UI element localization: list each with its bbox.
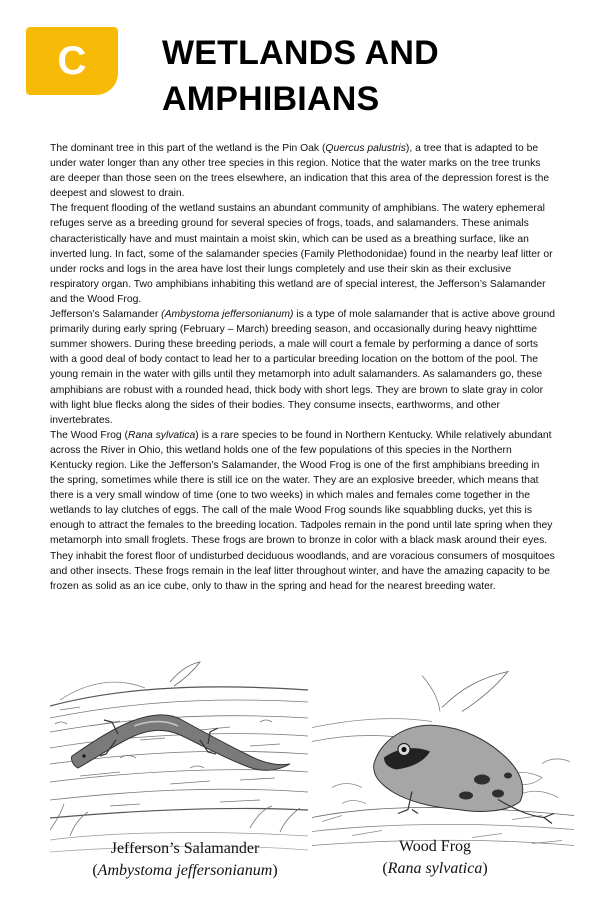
section-badge <box>26 27 118 95</box>
paragraph-text: is a type of mole salamander that is active above ground primarily during early spring (February – March) breeding season, and occasionally during heavy nighttime summer showers. During these breeding periods, a male will court a female by performing a dance of sorts with a good deal of body contact to lead her to a particular breeding location on the bottom of the pool. The young remain in the water with gills until they metamorph into adult salamanders. As salamanders go, these amphibians are robust with a rounded head, thick body with short legs. They are brown to slate gray in color with light blue flecks along the sides of their bodies. They consume insects, earthworms, and other invertebrates. <box>50 309 556 426</box>
frog-illustration <box>312 665 574 865</box>
paragraph-text: The frequent flooding of the wetland sustains an abundant community of amphibians. The watery ephemeral refuges serve as a breeding ground for several species of frogs, toads, and salamanders. These animals characteristically have and must maintain a moist skin, which can be used as a breathing surface, like an inverted lung. In fact, some of the salamander species (Family Plethodonidae) found in the nearby leaf litter or under rocks and logs in the area have lost their lungs completely and use their skin as their exclusive respiratory organ. Two amphibians inhabiting this wetland are of special interest, the Jefferson’s Salamander and the Wood Frog. <box>50 203 553 305</box>
paragraph-text: ) is a rare species to be found in Northern Kentucky. While relatively abundant across the River in Ohio, this wetland holds one of the few populations of this species in the Northern Kentucky region. Like the Jefferson’s Salamander, the Wood Frog is one of the first amphibians breeding in the spring, sometimes while there is still ice on the water. They are an explosive breeder, which means that there is a very small window of time (one to two weeks) in which males and females come together in the wetlands to lay clutches of eggs. The call of the male Wood Frog sounds like squabbling ducks, yet this is enough to attract the females to the breeding location. Tadpoles remain in the pond until late spring when they metamorph into small froglets. These frogs are brown to bronze in color with a black mask around their eyes. They inhabit the forest floor of undisturbed deciduous woodlands, and are voracious consumers of mosquitoes and other insects. These frogs remain in the leaf litter throughout winter, and have the amazing capacity to be frozen as solid as an ice cube, only to thaw in the spring and head for the nearest breeding water. <box>50 429 555 592</box>
frog-caption <box>320 836 550 880</box>
scientific-name: Quercus palustris <box>325 143 406 154</box>
scientific-name: (Ambystoma jeffersonianum) <box>161 309 294 321</box>
paragraph-salamander <box>50 307 556 428</box>
salamander-illustration <box>50 660 308 860</box>
frog-scientific-name: (Rana sylvatica) <box>382 860 488 877</box>
title-line-1: WETLANDS AND <box>162 34 439 72</box>
paragraph-text: The Wood Frog ( <box>50 429 128 441</box>
page-title <box>162 30 582 122</box>
salamander-common-name: Jefferson’s Salamander <box>110 840 260 857</box>
scientific-name: Ambystoma jeffersonianum <box>97 862 273 879</box>
body-text <box>50 141 556 594</box>
title-line-2: AMPHIBIANS <box>162 80 380 118</box>
paragraph-amphibians <box>50 201 556 307</box>
frog-common-name: Wood Frog <box>398 838 472 855</box>
paragraph-pin-oak <box>50 141 556 201</box>
paragraph-text: The dominant tree in this part of the wetland is the Pin Oak ( <box>50 143 326 154</box>
salamander-scientific-name: (Ambystoma jeffersonianum) <box>92 862 278 879</box>
paragraph-text: Jefferson’s Salamander <box>50 309 162 321</box>
paragraph-wood-frog <box>50 428 556 594</box>
salamander-caption <box>40 838 330 882</box>
scientific-name: Rana sylvatica <box>128 429 196 441</box>
scientific-name: Rana sylvatica <box>387 860 483 877</box>
section-letter: C <box>57 39 87 83</box>
paragraph-text: ), a tree that is adapted to be under water longer than any other tree species in this region. Notice that the water marks on the tree trunks are deeper than those seen on the trees elsewhere, an indication that this area of the depression forest is the deepest and slowest to drain. <box>50 143 550 200</box>
